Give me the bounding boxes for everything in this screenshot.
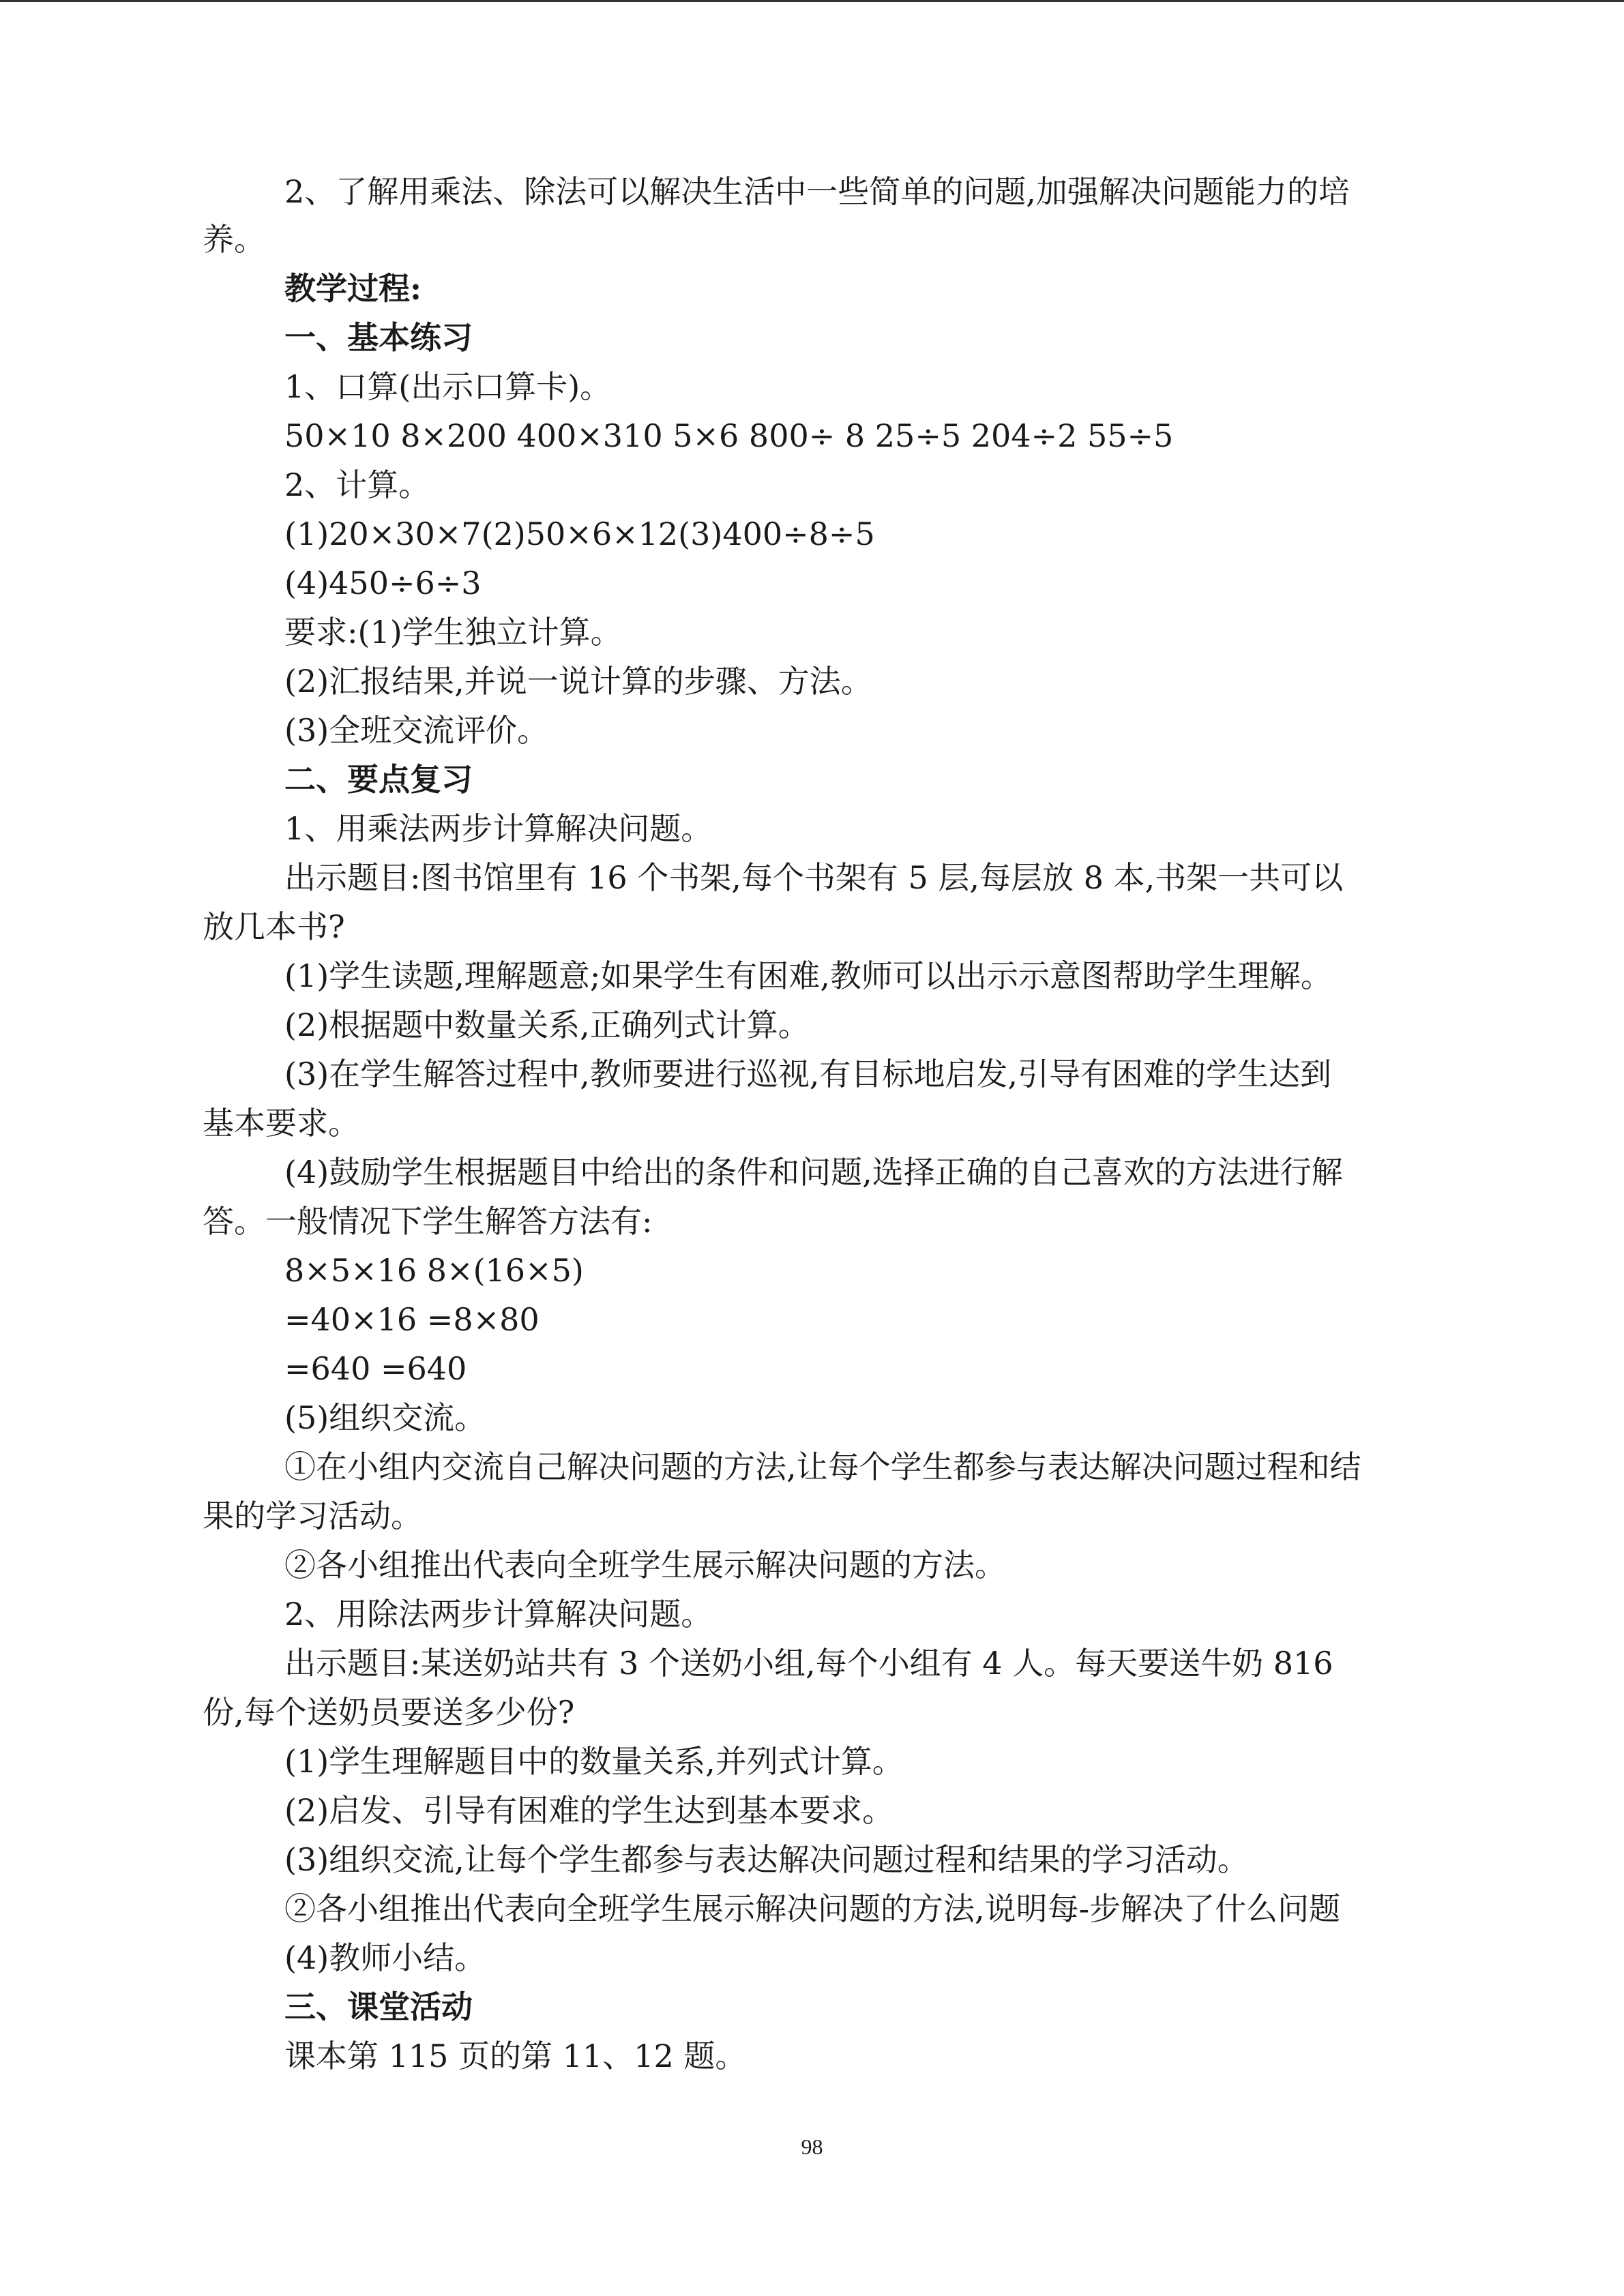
text-line: (2)启发、引导有困难的学生达到基本要求。: [284, 1792, 894, 1829]
text-line: ②各小组推出代表向全班学生展示解决问题的方法。: [284, 1547, 1006, 1583]
text-line: 1、口算(出示口算卡)。: [284, 368, 612, 405]
text-line: 养。: [203, 221, 265, 258]
text-line: (5)组织交流。: [284, 1399, 486, 1436]
text-line: (2)汇报结果,并说一说计算的步骤、方法。: [284, 663, 872, 700]
text-line: (1)20×30×7(2)50×6×12(3)400÷8÷5: [284, 516, 875, 552]
section-heading: 一、基本练习: [284, 319, 473, 356]
text-line: =640 =640: [284, 1350, 467, 1387]
text-line: 50×10 8×200 400×310 5×6 800÷ 8 25÷5 204÷2 55÷5: [284, 417, 1174, 454]
text-line: 8×5×16 8×(16×5): [284, 1252, 584, 1289]
text-line: (3)组织交流,让每个学生都参与表达解决问题过程和结果的学习活动。: [284, 1841, 1249, 1878]
text-line: 2、计算。: [284, 466, 430, 503]
text-line: 基本要求。: [203, 1105, 359, 1142]
text-line: 2、了解用乘法、除法可以解决生活中一些简单的问题,加强解决问题能力的培: [284, 173, 1350, 210]
text-line: (2)根据题中数量关系,正确列式计算。: [284, 1007, 810, 1043]
text-line: ②各小组推出代表向全班学生展示解决问题的方法,说明每-步解决了什么问题: [284, 1890, 1341, 1927]
text-line: (3)在学生解答过程中,教师要进行巡视,有目标地启发,引导有困难的学生达到: [284, 1056, 1332, 1092]
text-line: (1)学生理解题目中的数量关系,并列式计算。: [284, 1743, 904, 1780]
text-line: 1、用乘法两步计算解决问题。: [284, 810, 713, 847]
text-line: ①在小组内交流自己解决问题的方法,让每个学生都参与表达解决问题过程和结: [284, 1448, 1361, 1485]
text-line: 出示题目:图书馆里有 16 个书架,每个书架有 5 层,每层放 8 本,书架一共可以: [284, 859, 1344, 896]
text-line: (1)学生读题,理解题意;如果学生有困难,教师可以出示示意图帮助学生理解。: [284, 957, 1332, 994]
text-line: =40×16 =8×80: [284, 1301, 540, 1338]
section-heading: 教学过程:: [284, 270, 422, 307]
text-line: 课本第 115 页的第 11、12 题。: [284, 2038, 747, 2074]
text-line: 出示题目:某送奶站共有 3 个送奶小组,每个小组有 4 人。每天要送牛奶 816: [284, 1645, 1333, 1682]
text-line: 要求:(1)学生独立计算。: [284, 614, 622, 651]
text-line: (4)教师小结。: [284, 1939, 486, 1976]
text-line: 放几本书?: [203, 908, 345, 945]
section-heading: 二、要点复习: [284, 761, 473, 798]
text-line: (4)450÷6÷3: [284, 565, 482, 601]
page-number: 98: [801, 2134, 823, 2159]
text-line: 2、用除法两步计算解决问题。: [284, 1596, 713, 1632]
text-line: 答。一般情况下学生解答方法有:: [203, 1203, 653, 1240]
text-line: (3)全班交流评价。: [284, 712, 549, 749]
section-heading: 三、课堂活动: [284, 1988, 473, 2025]
text-line: 果的学习活动。: [203, 1497, 422, 1534]
text-line: (4)鼓励学生根据题目中给出的条件和问题,选择正确的自己喜欢的方法进行解: [284, 1154, 1343, 1191]
text-line: 份,每个送奶员要送多少份?: [203, 1694, 575, 1731]
